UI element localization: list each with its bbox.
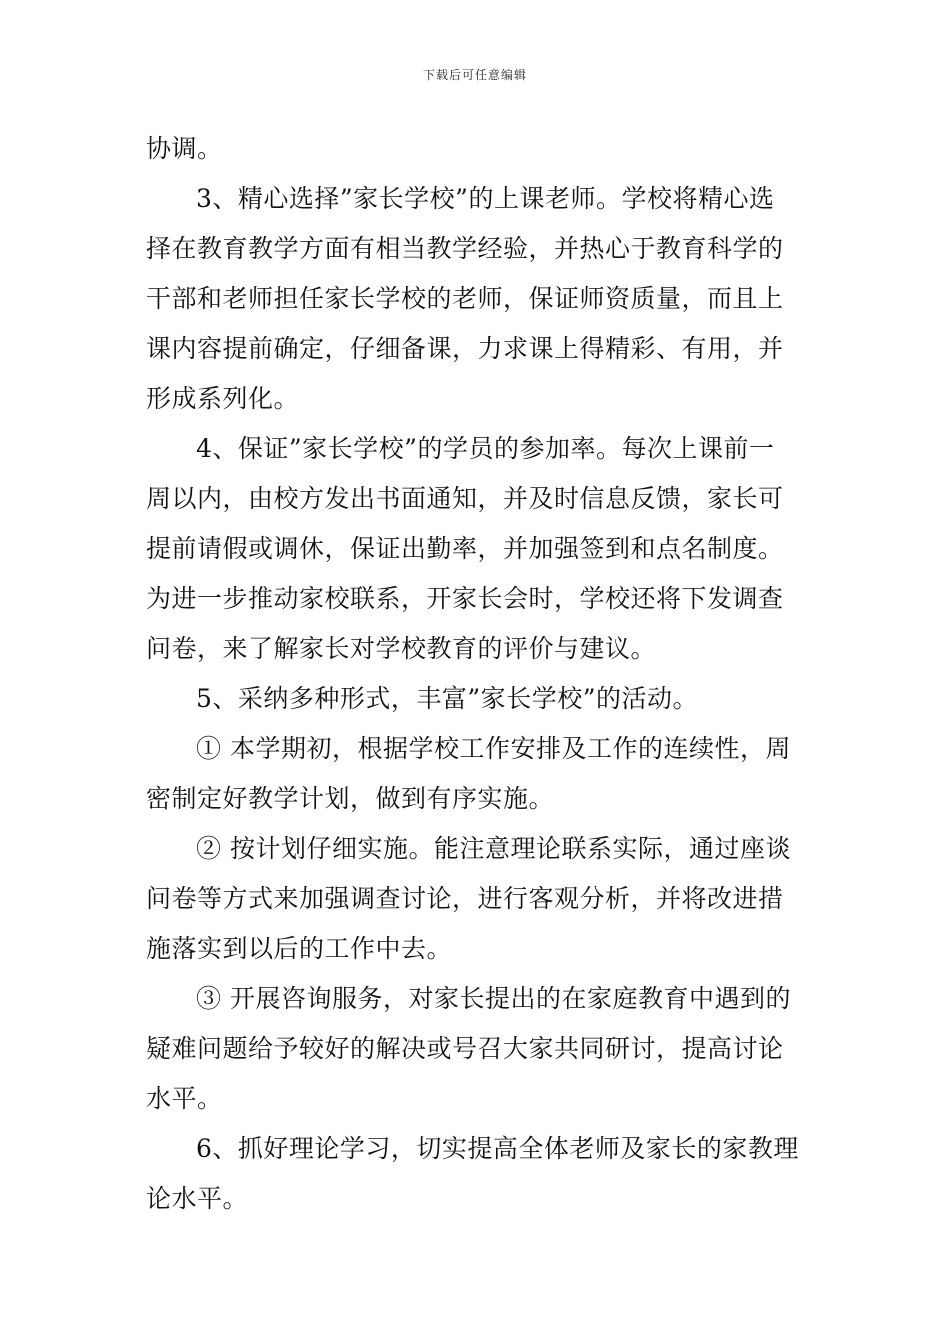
text-line: 择在教育教学方面有相当教学经验，并热心于教育科学的	[146, 234, 784, 263]
text-line: 水平。	[146, 1084, 223, 1113]
text-line: 密制定好教学计划，做到有序实施。	[146, 784, 555, 813]
text-line: 干部和老师担任家长学校的老师，保证师资质量，而且上	[146, 284, 784, 313]
text-line: 4、保证”家长学校”的学员的参加率。每次上课前一	[196, 434, 775, 463]
text-line: ③ 开展咨询服务，对家长提出的在家庭教育中遇到的	[196, 984, 791, 1013]
text-line: 问卷，来了解家长对学校教育的评价与建议。	[146, 634, 657, 663]
text-line: 疑难问题给予较好的解决或号召大家共同研讨，提高讨论	[146, 1034, 784, 1063]
text-line: ② 按计划仔细实施。能注意理论联系实际，通过座谈	[196, 834, 791, 863]
document-body	[146, 124, 810, 1224]
text-line: 形成系列化。	[146, 384, 300, 413]
text-line: 周以内，由校方发出书面通知，并及时信息反馈，家长可	[146, 484, 784, 513]
text-line: 协调。	[146, 134, 223, 163]
text-line: 提前请假或调休，保证出勤率，并加强签到和点名制度。	[146, 534, 784, 563]
text-line: 论水平。	[146, 1184, 249, 1213]
text-line: 课内容提前确定，仔细备课，力求课上得精彩、有用，并	[146, 334, 784, 363]
text-line: 施落实到以后的工作中去。	[146, 934, 453, 963]
text-line: 为进一步推动家校联系，开家长会时，学校还将下发调查	[146, 584, 784, 613]
page-header: 下载后可任意编辑	[422, 68, 527, 82]
text-line: ① 本学期初，根据学校工作安排及工作的连续性，周	[196, 734, 791, 763]
text-line: 问卷等方式来加强调查讨论，进行客观分析，并将改进措	[146, 884, 784, 913]
text-line: 3、精心选择”家长学校”的上课老师。学校将精心选	[196, 184, 775, 213]
text-line: 6、抓好理论学习，切实提高全体老师及家长的家教理	[196, 1134, 799, 1163]
text-line: 5、采纳多种形式，丰富”家长学校”的活动。	[196, 684, 698, 713]
